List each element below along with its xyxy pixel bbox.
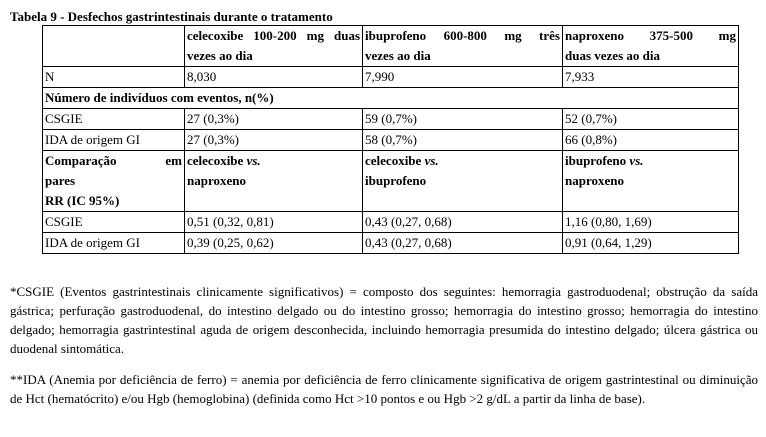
table-cell: 7,933 (563, 67, 739, 88)
comparison-drug: naproxeno (187, 173, 246, 188)
header-ibuprofen (363, 26, 563, 67)
section-events-label: Número de indivíduos com eventos, n(%) (43, 88, 739, 109)
table-cell: 27 (0,3%) (185, 109, 363, 130)
header-naproxen (563, 26, 739, 67)
header-celecoxib (185, 26, 363, 67)
table-cell: 27 (0,3%) (185, 130, 363, 151)
table-cell: 59 (0,7%) (363, 109, 563, 130)
table-row (43, 67, 739, 88)
comparison-label-line: RR (IC 95%) (45, 193, 120, 208)
table-cell: 0,43 (0,27, 0,68) (363, 233, 563, 254)
row-label: N (43, 67, 185, 88)
table-cell: 8,030 (185, 67, 363, 88)
header-line: vezes ao dia (187, 48, 253, 63)
footnote-csgie: *CSGIE (Eventos gastrintestinais clinicamente significativos) = composto dos seguintes: hemorragia gastroduodenal; obstrução da saída gástrica; perfuração gastroduodenal, do intestino delgado ou do intestino grosso; hemorragia do intestino grosso; hemorragia do intestino delgado; hemorragia gastrintestinal aguda de origem desconhecida, incluindo hemorragia presumida do intestino delgado; úlcera gástrica ou duodenal sintomática. (10, 284, 758, 356)
table-cell: 0,43 (0,27, 0,68) (363, 212, 563, 233)
row-label: IDA de origem GI (43, 233, 185, 254)
footnote-ida: **IDA (Anemia por deficiência de ferro) = anemia por deficiência de ferro clinicamente significativa de origem gastrintestinal ou diminuição de Hct (hematócrito) e/ou Hgb (hemoglobina) (definida como Hct >10 pontos e ou Hgb >2 g/dL a partir da linha de base). (10, 372, 758, 406)
header-empty-cell (43, 26, 185, 67)
comparison-label (43, 151, 185, 212)
table-row (43, 212, 739, 233)
comparison-drug: ibuprofeno (365, 173, 427, 188)
table-cell: 7,990 (363, 67, 563, 88)
comparison-col-3 (563, 151, 739, 212)
header-row (43, 26, 739, 67)
comparison-drug: ibuprofeno (565, 153, 627, 168)
header-line: naproxeno 375-500 mg (565, 28, 736, 43)
table-row (43, 130, 739, 151)
outcomes-table (42, 25, 739, 254)
row-label: CSGIE (43, 212, 185, 233)
table-cell: 0,51 (0,32, 0,81) (185, 212, 363, 233)
table-cell: 0,91 (0,64, 1,29) (563, 233, 739, 254)
row-label: CSGIE (43, 109, 185, 130)
table-row (43, 233, 739, 254)
section-row (43, 88, 739, 109)
table-cell: 58 (0,7%) (363, 130, 563, 151)
comparison-col-2 (363, 151, 563, 212)
comparison-vs: vs. (424, 153, 439, 168)
table-cell: 0,39 (0,25, 0,62) (185, 233, 363, 254)
header-line: celecoxibe 100-200 mg duas (187, 28, 360, 43)
comparison-header-row (43, 151, 739, 212)
comparison-label-line: pares (45, 173, 76, 188)
comparison-vs: vs. (629, 153, 644, 168)
row-label: IDA de origem GI (43, 130, 185, 151)
comparison-drug: celecoxibe (187, 153, 244, 168)
table-cell: 66 (0,8%) (563, 130, 739, 151)
comparison-vs: vs. (246, 153, 261, 168)
header-line: vezes ao dia (365, 48, 431, 63)
table-title: Tabela 9 - Desfechos gastrintestinais durante o tratamento (10, 9, 333, 24)
comparison-drug: naproxeno (565, 173, 624, 188)
header-line: ibuprofeno 600-800 mg três (365, 28, 560, 43)
table-cell: 1,16 (0,80, 1,69) (563, 212, 739, 233)
comparison-col-1 (185, 151, 363, 212)
header-line: duas vezes ao dia (565, 48, 660, 63)
comparison-drug: celecoxibe (365, 153, 422, 168)
comparison-label-word: Comparação (45, 153, 117, 168)
table-cell: 52 (0,7%) (563, 109, 739, 130)
comparison-label-word: em (165, 153, 182, 168)
table-row (43, 109, 739, 130)
